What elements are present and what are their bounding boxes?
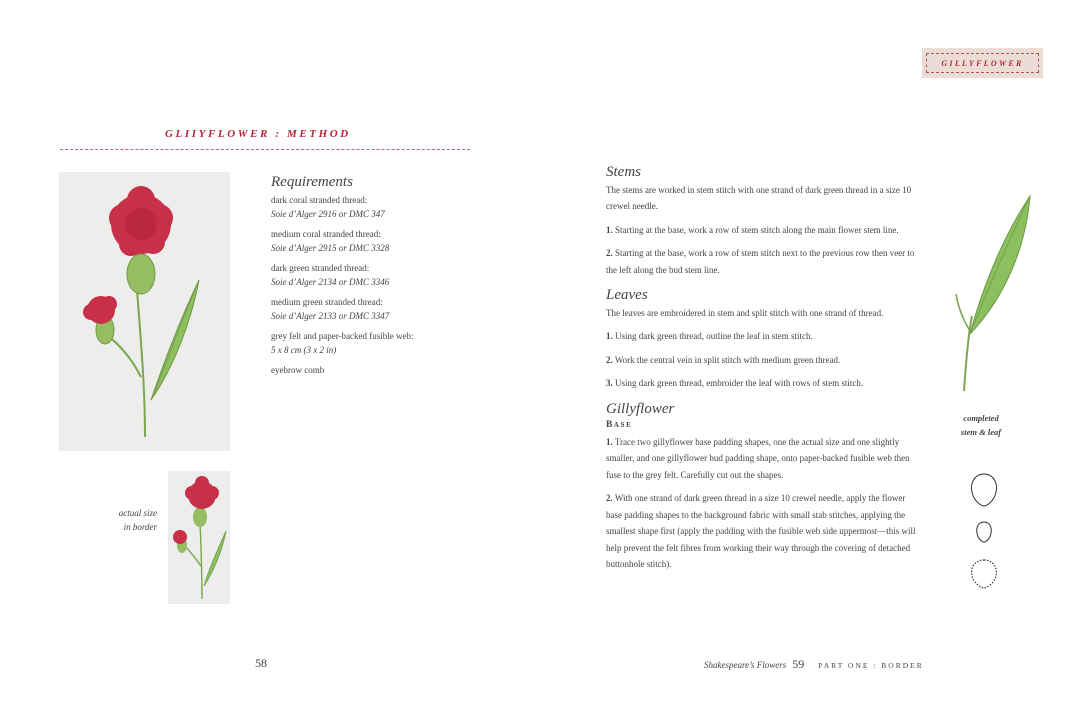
requirement-label: dark coral stranded thread:	[271, 195, 368, 205]
book-title: Shakespeare’s Flowers	[704, 660, 787, 670]
leaves-step	[606, 375, 922, 392]
requirement-detail: Soie d’Alger 2133 or DMC 3347	[271, 311, 390, 321]
step-text: Using dark green thread, outline the leaf in stem stitch.	[615, 331, 813, 341]
requirement-label: grey felt and paper-backed fusible web:	[271, 331, 414, 341]
requirement-label: medium coral stranded thread:	[271, 229, 381, 239]
caption-completed	[940, 411, 1022, 439]
step-text: Using dark green thread, embroider the leaf with rows of stem stitch.	[615, 378, 864, 388]
right-running-footer	[704, 657, 924, 672]
requirement-item	[271, 261, 471, 289]
completed-stem-leaf-photo	[940, 186, 1040, 396]
step-text: Trace two gillyflower base padding shapes, one the actual size and one slightly smaller, and one gillyflower bud padding shape, onto paper-backed fusible web then fuse to the grey felt. Carefully cut out the shapes.	[606, 436, 910, 480]
step-number: 3.	[606, 378, 613, 388]
requirement-detail: Soie d’Alger 2916 or DMC 347	[271, 209, 385, 219]
caption-completed-line1: completed	[963, 413, 999, 423]
method-title: GLIIYFLOWER : METHOD	[165, 128, 351, 140]
right-page-number: 59	[792, 657, 805, 671]
section-tab-label: GILLYFLOWER	[926, 53, 1039, 73]
requirement-item	[271, 295, 471, 323]
base-subheading: Base	[606, 420, 633, 430]
requirement-item	[271, 227, 471, 255]
bud-padding-shape	[972, 560, 997, 588]
stems-intro: The stems are worked in stem stitch with one strand of dark green thread in a size 10 crewel needle.	[606, 184, 912, 211]
stems-heading: Stems	[606, 164, 641, 180]
requirement-item	[271, 329, 471, 357]
embroidery-photo-main	[59, 172, 230, 451]
small-padding-shape	[977, 522, 991, 542]
requirement-detail: Soie d’Alger 2915 or DMC 3328	[271, 243, 390, 253]
step-text: With one strand of dark green thread in a size 10 crewel needle, apply the flower base padding shapes to the background fabric with small stab stitches, applying the smallest shape first (apply the padding with the fusible web side uppermost—this will help prevent the felt fibres from working their way through the covering of detached buttonhole stitch).	[606, 493, 916, 569]
step-text: Starting at the base, work a row of stem stitch next to the previous row then veer to the left along the bud stem line.	[606, 248, 915, 275]
step-number: 1.	[606, 224, 613, 235]
step-text: Starting at the base, work a row of stem stitch along the main flower stem line.	[615, 224, 899, 235]
step-number: 1.	[606, 436, 613, 447]
embroidery-photo-actual-size	[168, 471, 230, 604]
requirement-detail: Soie d’Alger 2134 or DMC 3346	[271, 277, 390, 287]
step-number: 1.	[606, 331, 613, 341]
gillyflower-step	[606, 434, 922, 484]
requirement-detail: 5 x 8 cm (3 x 2 in)	[271, 345, 337, 355]
stem-leaf-illustration	[940, 186, 1040, 396]
leaves-step	[606, 352, 922, 369]
requirement-label: dark green stranded thread:	[271, 263, 370, 273]
gillyflower-embroidery-illustration	[59, 172, 230, 451]
step-text: Work the central vein in split stitch with medium green thread.	[614, 354, 841, 365]
stems-step	[606, 222, 922, 239]
caption-actual-size	[96, 506, 157, 534]
leaves-step	[606, 328, 922, 345]
gillyflower-heading: Gillyflower	[606, 400, 675, 417]
instructions-column	[606, 164, 922, 580]
step-number: 2.	[606, 354, 613, 365]
step-number: 2.	[606, 248, 613, 258]
caption-actual-size-line1: actual size	[118, 508, 157, 518]
step-number: 2.	[606, 493, 613, 503]
gillyflower-small-illustration	[168, 471, 230, 604]
section-tab	[922, 48, 1043, 78]
section-label: PART ONE : BORDER	[818, 661, 924, 670]
leaves-heading: Leaves	[606, 287, 648, 303]
gillyflower-step	[606, 490, 922, 573]
requirement-label: medium green stranded thread:	[271, 297, 383, 307]
dashed-divider	[60, 149, 470, 150]
requirement-item	[271, 193, 471, 221]
requirement-item	[271, 363, 471, 377]
stems-step	[606, 245, 922, 278]
caption-completed-line2: stem & leaf	[960, 427, 1002, 437]
padding-shapes-diagram	[966, 470, 1006, 594]
left-page-number: 58	[255, 656, 267, 670]
caption-actual-size-line2: in border	[123, 522, 157, 532]
requirements-heading: Requirements	[271, 174, 353, 190]
large-padding-shape	[972, 474, 997, 506]
requirement-label: eyebrow comb	[271, 365, 325, 375]
leaves-intro: The leaves are embroidered in stem and split stitch with one strand of thread.	[606, 307, 884, 318]
requirements-list	[271, 193, 471, 383]
